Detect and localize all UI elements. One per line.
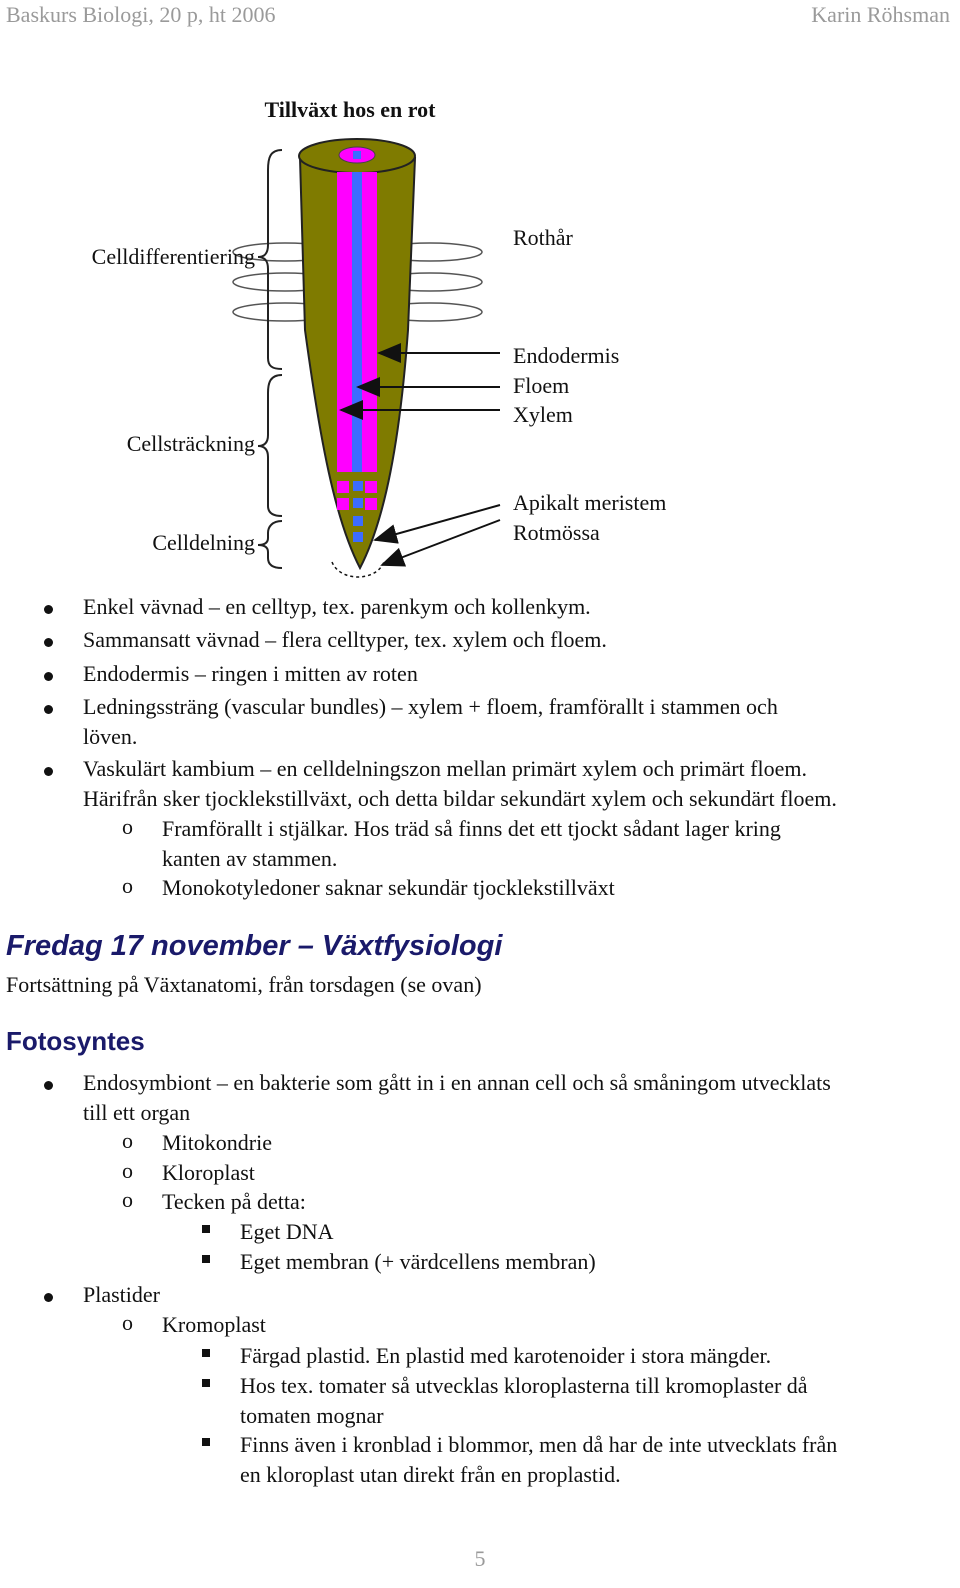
bullet-icon	[44, 705, 53, 714]
sub-item-cont: kanten av stammen.	[162, 846, 338, 871]
square-bullet-icon	[202, 1225, 210, 1233]
page-number: 5	[474, 1546, 486, 1571]
sub-sub-item-cont: tomaten mognar	[240, 1403, 384, 1428]
xylem-top	[353, 151, 361, 159]
sub-sub-item-cont: en kloroplast utan direkt från en proplastid.	[240, 1462, 621, 1487]
bullet-icon	[44, 672, 53, 681]
header-author: Karin Röhsman	[811, 2, 950, 27]
square-bullet-icon	[202, 1255, 210, 1263]
label-cellstrackning: Cellsträckning	[126, 431, 255, 456]
label-floem: Floem	[513, 373, 570, 398]
label-xylem: Xylem	[513, 402, 573, 427]
sub-item: Tecken på detta:	[162, 1189, 306, 1214]
square-bullet-icon	[202, 1379, 210, 1387]
circle-bullet-icon: o	[122, 1128, 133, 1153]
label-celldifferentiering: Celldifferentiering	[91, 244, 255, 269]
square-bullet-icon	[202, 1438, 210, 1446]
list-item: Vaskulärt kambium – en celldelningszon mellan primärt xylem och primärt floem.	[83, 756, 807, 781]
sub-item: Mitokondrie	[162, 1130, 272, 1155]
list-item-cont: till ett organ	[83, 1100, 191, 1125]
header-course: Baskurs Biologi, 20 p, ht 2006	[6, 2, 276, 27]
sub-item: Monokotyledoner saknar sekundär tjocklekstillväxt	[162, 875, 615, 900]
label-celldelning: Celldelning	[152, 530, 255, 555]
bullet-icon	[44, 605, 53, 614]
label-apikalt-meristem: Apikalt meristem	[513, 490, 667, 515]
circle-bullet-icon: o	[122, 1158, 133, 1183]
circle-bullet-icon: o	[122, 1187, 133, 1212]
xylem-band	[352, 172, 362, 472]
sub-item: Framförallt i stjälkar. Hos träd så finns det ett tjockt sådant lager kring	[162, 816, 781, 841]
bullet-icon	[44, 767, 53, 776]
list-item: Plastider	[83, 1282, 160, 1307]
figure-title: Tillväxt hos en rot	[264, 97, 436, 122]
sub-sub-item: Finns även i kronblad i blommor, men då har de inte utvecklats från	[240, 1432, 838, 1457]
sub-item: Kromoplast	[162, 1312, 266, 1337]
list-item: Endosymbiont – en bakterie som gått in i en annan cell och så småningom utvecklats	[83, 1070, 831, 1095]
list-item: Endodermis – ringen i mitten av roten	[83, 661, 418, 686]
section-heading-vaxtfysiologi: Fredag 17 november – Växtfysiologi	[6, 930, 503, 962]
circle-bullet-icon: o	[122, 873, 133, 898]
root-growth-diagram	[0, 0, 960, 600]
sub-sub-item: Eget DNA	[240, 1219, 334, 1244]
circle-bullet-icon: o	[122, 814, 133, 839]
bullet-icon	[44, 1293, 53, 1302]
list-item-cont: Härifrån sker tjocklekstillväxt, och detta bildar sekundärt xylem och sekundärt floem.	[83, 786, 837, 811]
label-rotmossa: Rotmössa	[513, 520, 600, 545]
circle-bullet-icon: o	[122, 1310, 133, 1335]
list-item: Enkel vävnad – en celltyp, tex. parenkym och kollenkym.	[83, 594, 591, 619]
square-bullet-icon	[202, 1349, 210, 1357]
sub-sub-item: Färgad plastid. En plastid med karotenoider i stora mängder.	[240, 1343, 772, 1368]
label-rothar: Rothår	[513, 225, 573, 250]
list-item: Ledningssträng (vascular bundles) – xylem + floem, framförallt i stammen och	[83, 694, 778, 719]
braces	[258, 150, 282, 568]
sub-item: Kloroplast	[162, 1160, 255, 1185]
bullet-icon	[44, 638, 53, 647]
list-item: Sammansatt vävnad – flera celltyper, tex. xylem och floem.	[83, 627, 607, 652]
list-item-cont: löven.	[83, 724, 138, 749]
sub-sub-item: Eget membran (+ värdcellens membran)	[240, 1249, 596, 1274]
label-endodermis: Endodermis	[513, 343, 620, 368]
sub-sub-item: Hos tex. tomater så utvecklas kloroplasterna till kromoplaster då	[240, 1373, 808, 1398]
paragraph-text: Fortsättning på Växtanatomi, från torsdagen (se ovan)	[6, 972, 482, 997]
section-heading-fotosyntes: Fotosyntes	[6, 1026, 145, 1056]
bullet-icon	[44, 1081, 53, 1090]
